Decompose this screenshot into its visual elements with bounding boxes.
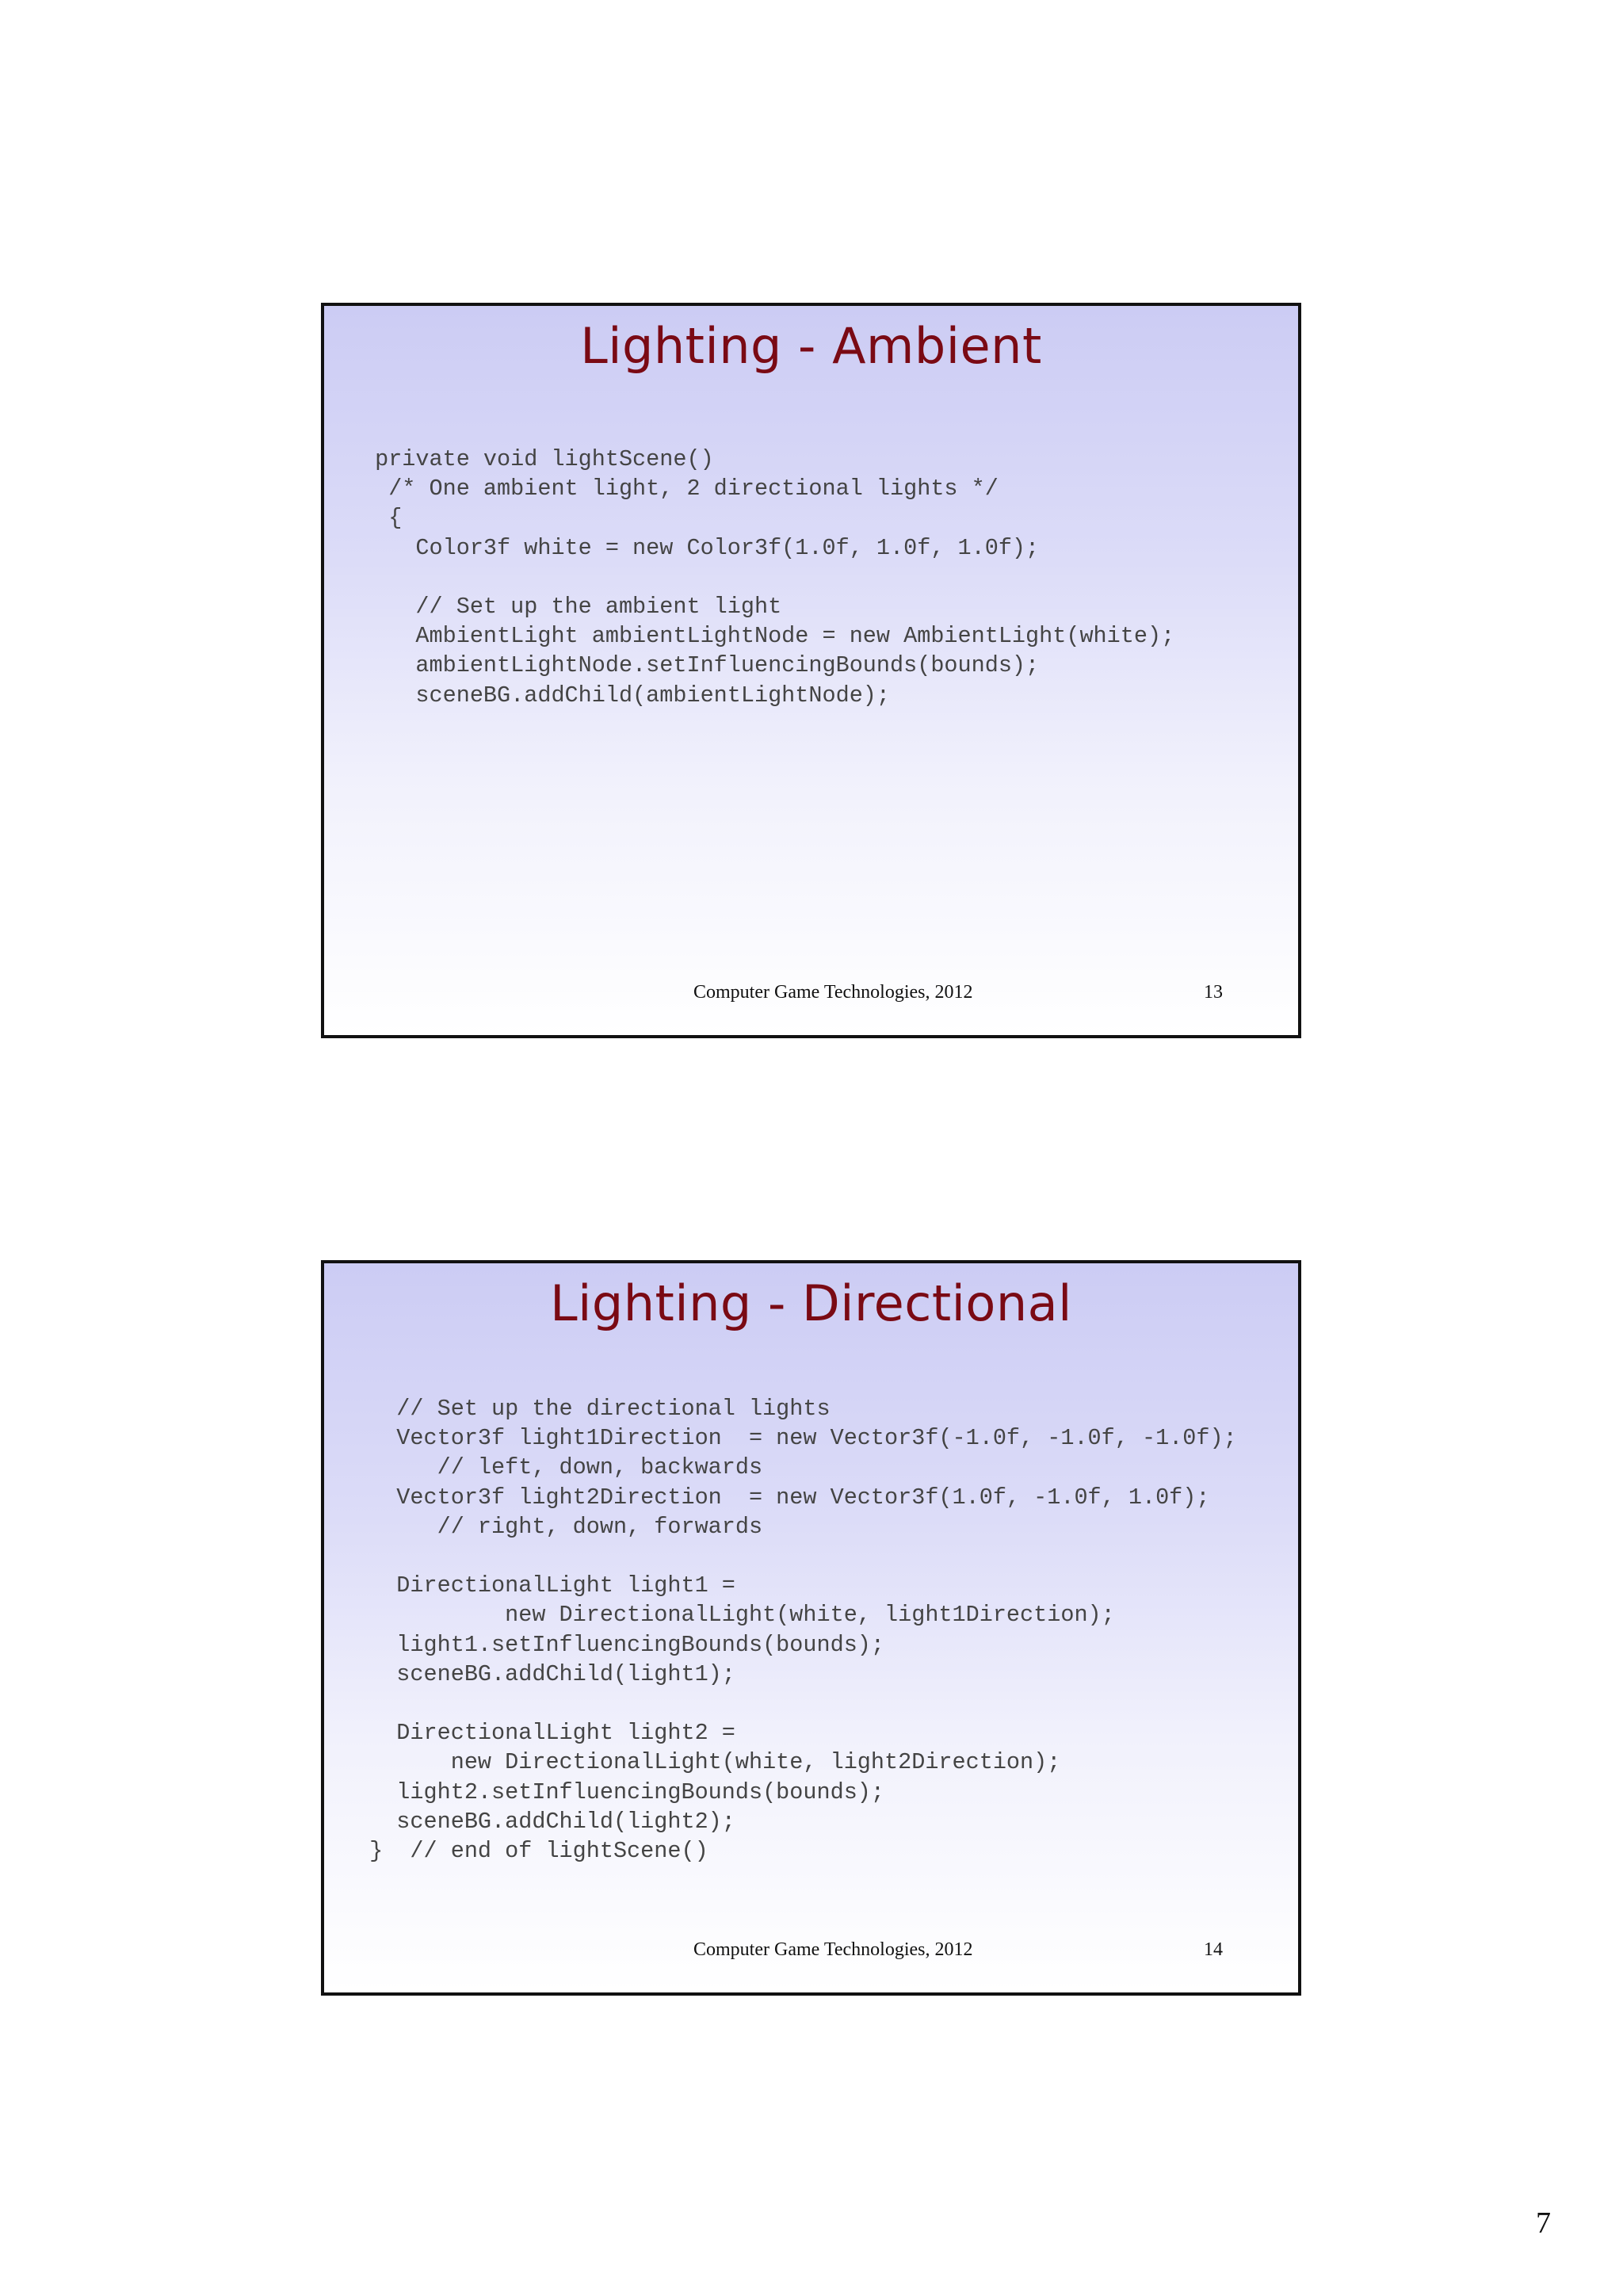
slide-title: Lighting - Ambient bbox=[580, 317, 1042, 375]
slide-footer bbox=[324, 982, 1298, 1006]
footer-text: Computer Game Technologies, 2012 bbox=[693, 1939, 973, 1960]
page-number: 7 bbox=[1536, 2206, 1551, 2240]
slide-footer bbox=[324, 1939, 1298, 1963]
code-block: // Set up the directional lights Vector3f light1Direction = new Vector3f(-1.0f, -1.0f, -1.0f); // left, down, backwards Vector3f light2Direction = new Vector3f(1.0f, -1.0f, 1.0f); // right, down, forwards DirectionalLight light1 = new DirectionalLight(white, light1Direction); light1.setInfluencingBounds(bounds); sceneBG.addChild(light1); DirectionalLight light2 = new DirectionalLight(white, light2Direction); light2.setInfluencingBounds(bounds); sceneBG.addChild(light2); } // end of lightScene() bbox=[369, 1396, 1237, 1865]
footer-text: Computer Game Technologies, 2012 bbox=[693, 982, 973, 1003]
slide-title: Lighting - Directional bbox=[550, 1274, 1072, 1332]
code-block: private void lightScene() /* One ambient light, 2 directional lights */ { Color3f white = new Color3f(1.0f, 1.0f, 1.0f); // Set up the ambient light AmbientLight ambientLightNode = new AmbientLight(white); ambientLightNode.setInfluencingBounds(bounds); sceneBG.addChild(ambientLightNode); bbox=[375, 446, 1175, 709]
slide-lighting-ambient bbox=[321, 303, 1301, 1038]
slide-lighting-directional bbox=[321, 1260, 1301, 1996]
slide-number: 14 bbox=[1204, 1939, 1223, 1960]
slide-number: 13 bbox=[1204, 982, 1223, 1003]
